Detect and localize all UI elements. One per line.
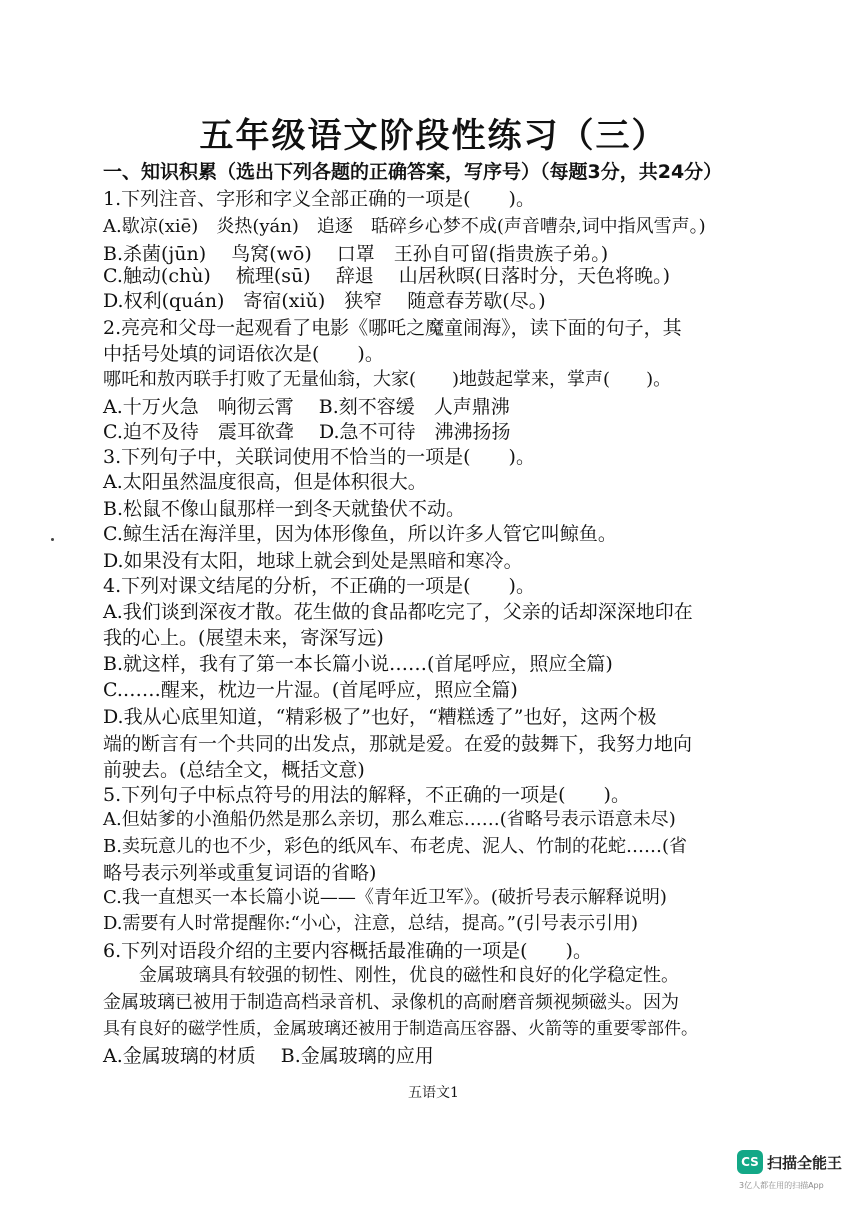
question-4-stem: 4.下列对课文结尾的分析，不正确的一项是( )。 <box>103 575 535 597</box>
question-1-option-a: A.歇凉(xiē) 炎热(yán) 追逐 聒碎乡心梦不成(声音嘈杂,词中指风雪声。) <box>103 216 706 237</box>
scan-speck <box>51 538 54 541</box>
question-2-stem: 2.亮亮和父母一起观看了电影《哪吒之魔童闹海》，读下面的句子，其 <box>103 317 682 339</box>
scanner-watermark <box>737 1150 855 1214</box>
question-5-option-b: B.卖玩意儿的也不少，彩色的纸风车、布老虎、泥人、竹制的花蛇……(省 <box>103 836 687 857</box>
question-1-option-c: C.触动(chù) 梳理(sū) 辞退 山居秋暝(日落时分，天色将晚。) <box>103 265 671 287</box>
question-2-options-ab: A.十万火急 响彻云霄 B.刻不容缓 人声鼎沸 <box>103 396 510 418</box>
question-1-stem: 1.下列注音、字形和字义全部正确的一项是( )。 <box>103 188 535 210</box>
question-4-option-c: C.……醒来，枕边一片湿。(首尾呼应，照应全篇) <box>103 679 518 701</box>
question-5-option-b: 略号表示列举或重复词语的省略) <box>103 862 377 884</box>
question-6-passage: 具有良好的磁学性质，金属玻璃还被用于制造高压容器、火箭等的重要零部件。 <box>103 1019 698 1039</box>
question-2-stem: 中括号处填的词语依次是( )。 <box>103 343 384 365</box>
question-6-options: A.金属玻璃的材质 B.金属玻璃的应用 <box>103 1045 434 1067</box>
question-4-option-d: 端的断言有一个共同的出发点，那就是爱。在爱的鼓舞下，我努力地向 <box>103 733 693 755</box>
question-6-passage: 金属玻璃具有较强的韧性、刚性，优良的磁性和良好的化学稳定性。 <box>103 965 679 986</box>
question-4-option-a: A.我们谈到深夜才散。花生做的食品都吃完了，父亲的话却深深地印在 <box>103 601 693 623</box>
question-1-option-b: B.杀菌(jūn) 鸟窝(wō) 口罩 王孙自可留(指贵族子弟。) <box>103 243 609 265</box>
watermark-app-name: 扫描全能王 <box>767 1154 843 1172</box>
question-2-sentence: 哪吒和敖丙联手打败了无量仙翁，大家( )地鼓起掌来，掌声( )。 <box>103 369 672 390</box>
question-4-option-d: D.我从心底里知道，“精彩极了”也好，“糟糕透了”也好，这两个极 <box>103 706 657 728</box>
page-footer: 五语文1 <box>408 1085 459 1101</box>
question-5-option-d: D.需要有人时常提醒你:“小心，注意，总结，提高。”(引号表示引用) <box>103 913 639 934</box>
watermark-tagline: 3亿人都在用的扫描App <box>739 1181 824 1190</box>
question-2-options-cd: C.迫不及待 震耳欲聋 D.急不可待 沸沸扬扬 <box>103 421 511 443</box>
question-6-stem: 6.下列对语段介绍的主要内容概括最准确的一项是( )。 <box>103 940 592 962</box>
question-5-stem: 5.下列句子中标点符号的用法的解释，不正确的一项是( )。 <box>103 784 630 806</box>
question-3-option-c: C.鲸生活在海洋里，因为体形像鱼，所以许多人管它叫鲸鱼。 <box>103 523 617 545</box>
question-3-stem: 3.下列句子中，关联词使用不恰当的一项是( )。 <box>103 446 535 468</box>
question-4-option-b: B.就这样，我有了第一本长篇小说……(首尾呼应，照应全篇) <box>103 653 613 675</box>
question-1-option-d: D.权利(quán) 寄宿(xiǔ) 狭窄 随意春芳歇(尽。) <box>103 290 546 312</box>
question-5-option-a: A.但姑爹的小渔船仍然是那么亲切，那么难忘……(省略号表示语意未尽) <box>103 809 676 830</box>
question-5-option-c: C.我一直想买一本长篇小说——《青年近卫军》。(破折号表示解释说明) <box>103 887 667 908</box>
page-title: 五年级语文阶段性练习（三） <box>199 116 668 156</box>
section-heading: 一、知识积累（选出下列各题的正确答案，写序号）（每题3分，共24分） <box>103 161 723 183</box>
question-3-option-b: B.松鼠不像山鼠那样一到冬天就蛰伏不动。 <box>103 498 466 520</box>
question-3-option-d: D.如果没有太阳，地球上就会到处是黑暗和寒冷。 <box>103 550 523 572</box>
question-4-option-d: 前驶去。(总结全文，概括文意) <box>103 759 365 781</box>
camscanner-logo-icon: CS <box>737 1150 763 1174</box>
question-6-passage: 金属玻璃已被用于制造高档录音机、录像机的高耐磨音频视频磁头。因为 <box>103 992 679 1013</box>
question-4-option-a: 我的心上。(展望未来，寄深写远) <box>103 627 384 649</box>
question-3-option-a: A.太阳虽然温度很高，但是体积很大。 <box>103 471 427 493</box>
